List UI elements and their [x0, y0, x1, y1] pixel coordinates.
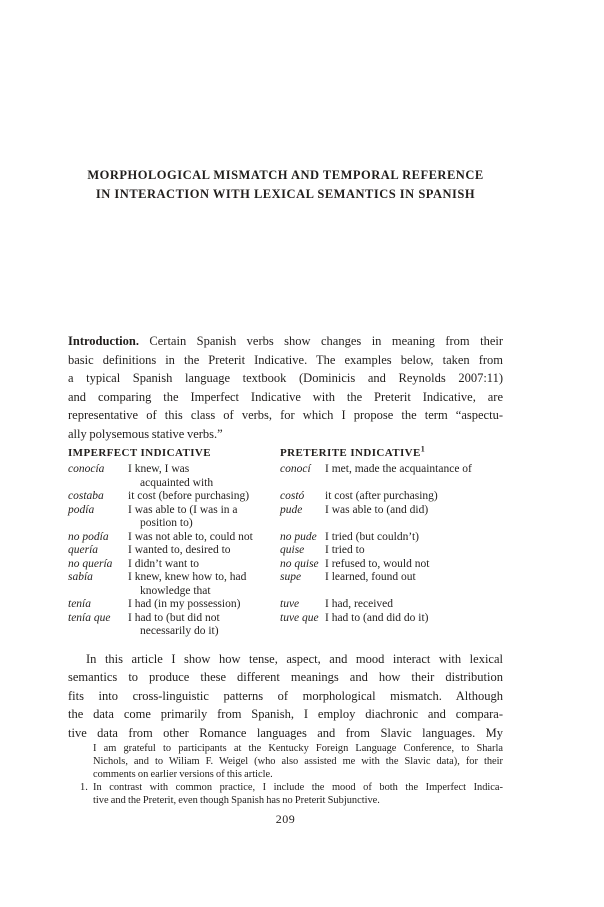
table-row — [68, 612, 503, 639]
gloss-line: I was able to (I was in a — [128, 503, 238, 516]
imperfect-verb: podía — [68, 503, 95, 516]
imperfect-gloss — [128, 544, 280, 558]
preterite-gloss: it cost (after purchasing) — [325, 490, 438, 502]
preterite-verb: no pude — [280, 530, 317, 543]
preterite-verb: supe — [280, 571, 302, 583]
gloss-line: I had to (but did not — [128, 611, 220, 624]
gloss-line-2: knowledge that — [140, 584, 211, 597]
table-row — [68, 531, 503, 545]
paper-title — [68, 0, 503, 204]
acknowledgment-line: comments on earlier versions of this article. — [93, 769, 273, 780]
imperfect-verb: quería — [68, 544, 99, 556]
imperfect-verb: tenía — [68, 598, 91, 610]
page-number: 209 — [275, 812, 296, 826]
table-row — [68, 571, 503, 598]
paragraph-line: representative of this class of verbs, for which I propose the term “aspectu- — [68, 408, 503, 422]
imperfect-indicative-header: IMPERFECT INDICATIVE — [68, 447, 211, 459]
preterite-gloss: I was able to (and did) — [325, 503, 429, 516]
imperfect-gloss — [128, 598, 280, 612]
imperfect-gloss — [128, 558, 280, 572]
paragraph-line: basic definitions in the Preterit Indicative. The examples below, taken from — [68, 352, 503, 367]
gloss-line-2: necessarily do it) — [140, 625, 219, 637]
title-line-1: MORPHOLOGICAL MISMATCH AND TEMPORAL REFERENCE — [87, 168, 484, 182]
imperfect-gloss — [128, 571, 280, 598]
preterite-gloss: I met, made the acquaintance of — [325, 463, 472, 475]
imperfect-gloss — [128, 504, 280, 531]
title-line-2: IN INTERACTION WITH LEXICAL SEMANTICS IN SPANISH — [95, 187, 476, 201]
preterite-gloss: I tried to — [325, 544, 365, 556]
paragraph-line: semantics to produce these different meanings and how their distribution — [68, 670, 503, 684]
gloss-line: I wanted to, desired to — [128, 544, 231, 556]
preterite-indicative-header — [280, 446, 503, 460]
footnotes-section — [80, 742, 503, 807]
text-block — [68, 0, 503, 827]
imperfect-verb: conocía — [68, 463, 105, 475]
acknowledgment-line: I am grateful to participants at the Kentucky Foreign Language Conference, to Sharla — [93, 743, 503, 754]
gloss-line-2: position to) — [140, 517, 193, 529]
gloss-line: I was not able to, could not — [128, 530, 253, 543]
introduction-paragraph — [68, 332, 503, 443]
imperfect-verb: no quería — [68, 557, 113, 570]
gloss-line-2: acquainted with — [140, 476, 214, 489]
footnote-text: In contrast with common practice, I include the mood of both the Imperfect Indica- — [93, 782, 503, 793]
preterite-gloss: I tried (but couldn’t) — [325, 530, 419, 543]
preterite-verb: quise — [280, 544, 305, 556]
imperfect-gloss — [128, 531, 280, 545]
paragraph-line: the data come primarily from Spanish, I employ diachronic and compara- — [68, 707, 503, 721]
preterite-gloss: I learned, found out — [325, 571, 416, 583]
paragraph-line: a typical Spanish language textbook (Dominicis and Reynolds 2007:11) — [68, 371, 503, 385]
table-row — [68, 558, 503, 572]
acknowledgment-line: Nichols, and to Wiliam F. Weigel (who also assisted me with the Slavic data), for their — [93, 756, 503, 767]
gloss-line: it cost (before purchasing) — [128, 490, 250, 502]
preterite-verb: tuve que — [280, 611, 319, 624]
header-text: PRETERITE INDICATIVE — [280, 447, 421, 459]
paragraph-line: fits into cross-linguistic patterns of morphological mismatch. Although — [68, 688, 503, 703]
verb-comparison-table — [68, 446, 503, 639]
imperfect-verb: no podía — [68, 530, 109, 543]
table-row — [68, 463, 503, 490]
preterite-verb: no quise — [280, 557, 319, 570]
section-heading: Introduction. — [68, 334, 139, 348]
table-header-row — [68, 446, 503, 460]
imperfect-verb: costaba — [68, 490, 104, 502]
preterite-gloss: I had to (and did do it) — [325, 611, 429, 624]
preterite-gloss: I refused to, would not — [325, 557, 430, 570]
preterite-gloss: I had, received — [325, 598, 394, 610]
footnote-1-line: tive and the Preterit, even though Spanish has no Preterit Subjunctive. — [93, 795, 380, 806]
paragraph-line: ally polysemous stative verbs.” — [68, 426, 223, 441]
paragraph-line: and comparing the Imperfect Indicative with the Preterit Indicative, are — [68, 389, 503, 404]
gloss-line: I had (in my possession) — [128, 598, 241, 610]
table-row — [68, 598, 503, 612]
footnote-number: 1. — [80, 782, 88, 793]
table-row — [68, 544, 503, 558]
paragraph-line: tive data from other Romance languages and from Slavic languages. My — [68, 725, 503, 740]
gloss-line: I knew, knew how to, had — [128, 571, 247, 583]
preterite-verb: costó — [280, 490, 305, 502]
body-paragraph — [68, 650, 503, 743]
paragraph-line — [68, 332, 503, 351]
gloss-line: I didn’t want to — [128, 557, 200, 570]
preterite-verb: pude — [280, 503, 303, 516]
imperfect-gloss — [128, 490, 280, 504]
gloss-line: I knew, I was — [128, 463, 190, 475]
imperfect-gloss — [128, 612, 280, 639]
preterite-verb: tuve — [280, 598, 300, 610]
footnote-marker-1: 1 — [420, 444, 426, 454]
footnote-1-line — [80, 781, 503, 794]
imperfect-gloss — [128, 463, 280, 490]
paragraph-line: In this article I show how tense, aspect, and mood interact with lexical — [86, 651, 503, 666]
paragraph-text: Certain Spanish verbs show changes in meaning from their — [138, 334, 503, 348]
table-row — [68, 490, 503, 504]
preterite-verb: conocí — [280, 463, 311, 475]
imperfect-verb: sabía — [68, 571, 93, 583]
table-row — [68, 504, 503, 531]
imperfect-verb: tenía que — [68, 611, 111, 624]
